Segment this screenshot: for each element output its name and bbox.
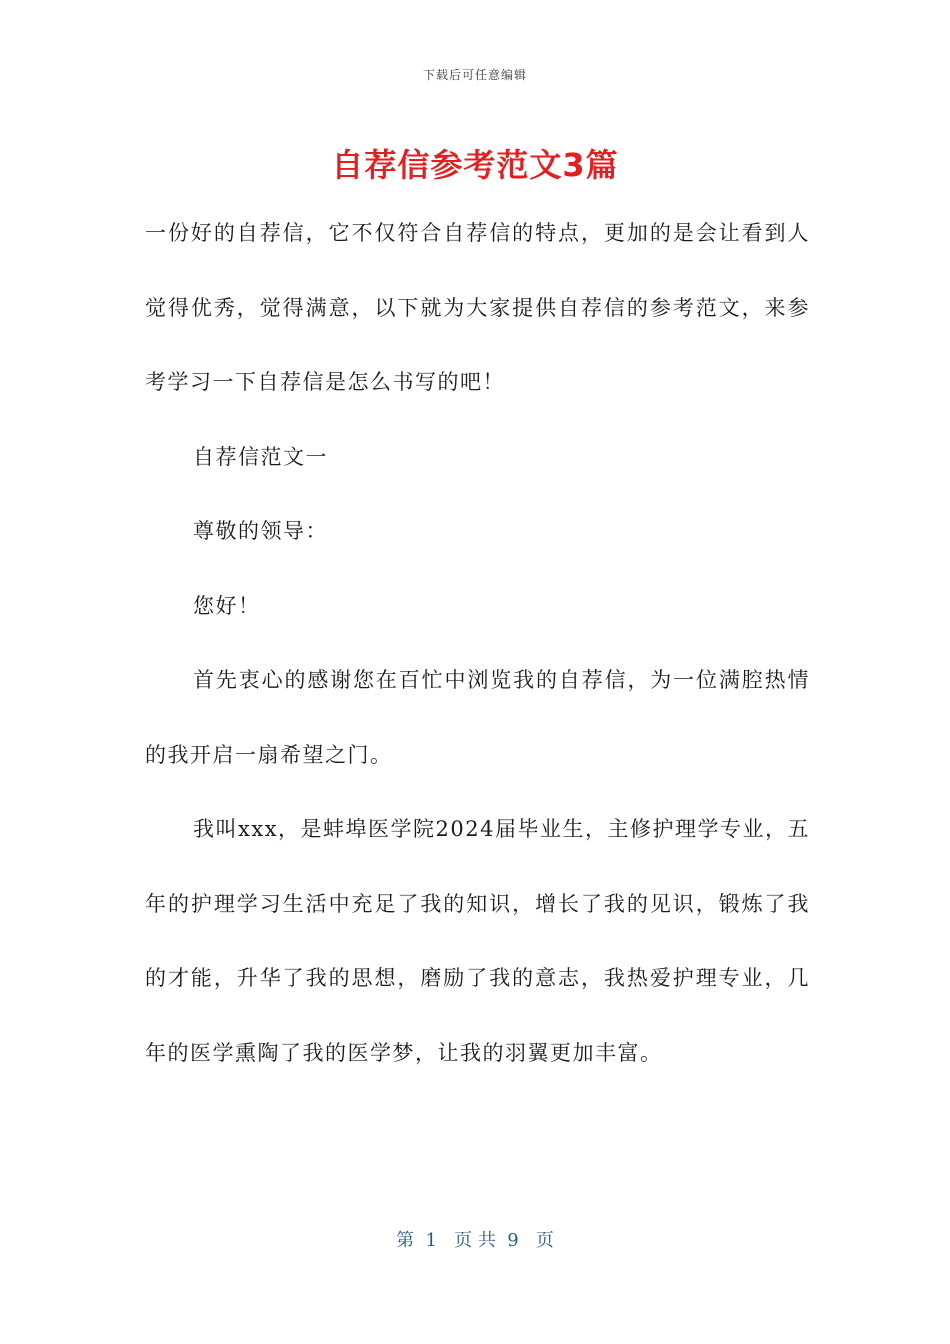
document-title: 自荐信参考范文3篇 xyxy=(331,146,619,184)
section-heading: 自荐信范文一 xyxy=(193,444,328,469)
body-paragraph: 首先衷心的感谢您在百忙中浏览我的自荐信，为一位满腔热情的我开启一扇希望之门。 xyxy=(145,668,810,767)
salutation: 尊敬的领导： xyxy=(193,519,328,543)
document-body xyxy=(145,196,810,1090)
intro-paragraph: 一份好的自荐信，它不仅符合自荐信的特点，更加的是会让看到人觉得优秀，觉得满意，以下就为大家提供自荐信的参考范文，来参考学习一下自荐信是怎么书写的吧！ xyxy=(145,221,810,394)
greeting: 您好！ xyxy=(193,593,261,618)
body-paragraph: 我叫xxx，是蚌埠医学院2024届毕业生，主修护理学专业，五年的护理学习生活中充足了我的知识，增长了我的见识，锻炼了我的才能，升华了我的思想，磨励了我的意志，我热爱护理专业，几年的医学熏陶了我的医学梦，让我的羽翼更加丰富。 xyxy=(145,817,810,1065)
page-number-footer: 第 1 页 共 9 页 xyxy=(396,1230,554,1251)
header-note: 下载后可任意编辑 xyxy=(422,68,527,82)
